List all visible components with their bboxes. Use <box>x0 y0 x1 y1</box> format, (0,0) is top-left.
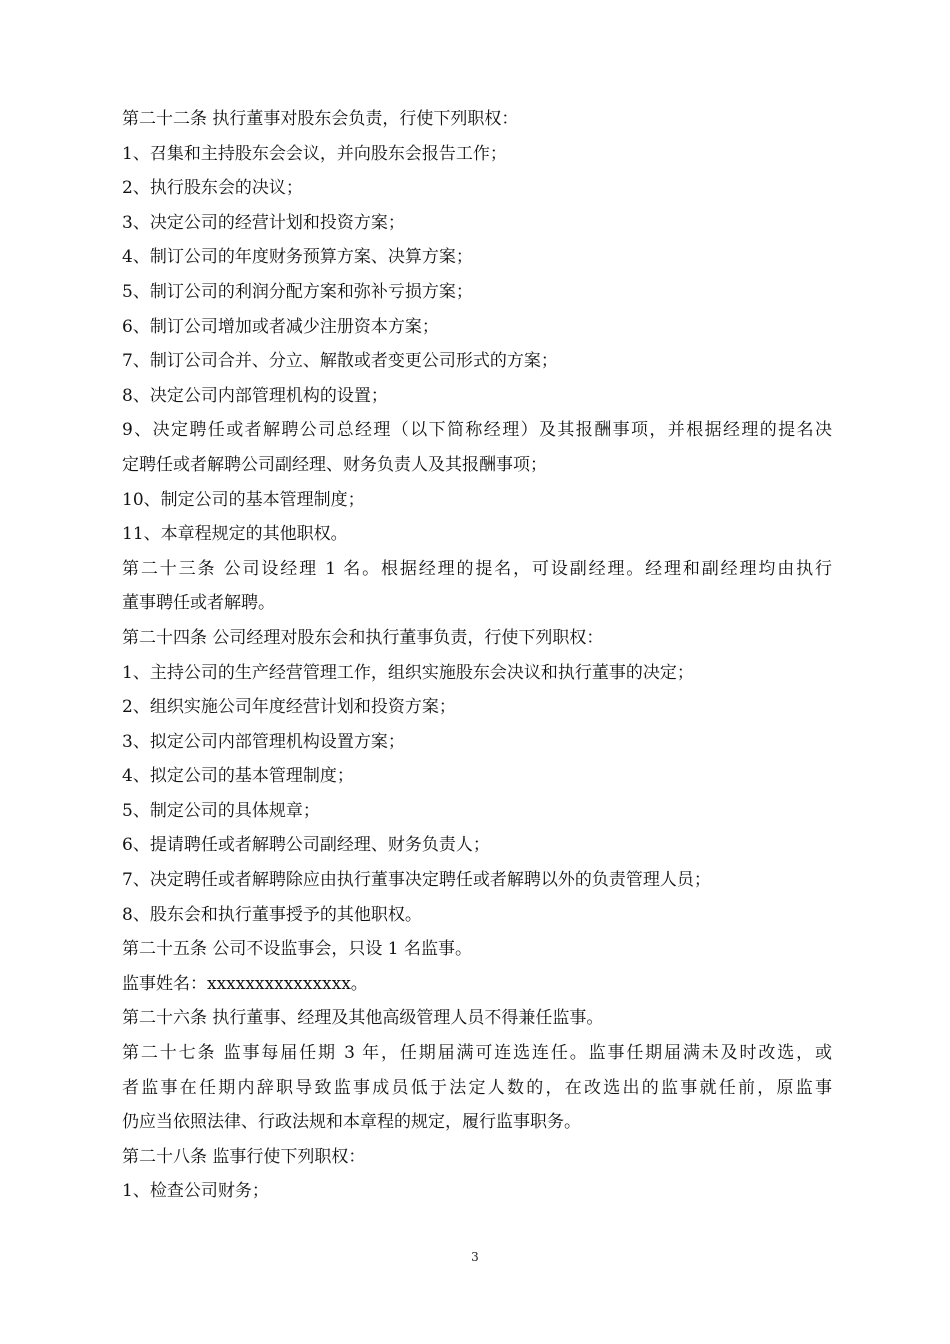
article-24-item-2: 2、组织实施公司年度经营计划和投资方案； <box>122 697 456 718</box>
article-22-item-4: 4、制订公司的年度财务预算方案、决算方案； <box>122 247 473 268</box>
article-22-item-9-line-1: 9、决定聘任或者解聘公司总经理（以下简称经理）及其报酬事项，并根据经理的提名决 <box>122 420 832 441</box>
article-24-item-6: 6、提请聘任或者解聘公司副经理、财务负责人； <box>122 835 490 856</box>
article-22-item-7: 7、制订公司合并、分立、解散或者变更公司形式的方案； <box>122 351 558 372</box>
article-24-item-4: 4、拟定公司的基本管理制度； <box>122 766 354 787</box>
article-24-item-5: 5、制定公司的具体规章； <box>122 800 320 821</box>
page-number: 3 <box>471 1250 479 1264</box>
article-22-item-3: 3、决定公司的经营计划和投资方案； <box>122 212 405 233</box>
article-22-item-5: 5、制订公司的利润分配方案和弥补亏损方案； <box>122 281 473 302</box>
article-27-line-1: 第二十七条 监事每届任期 3 年，任期届满可连选连任。监事任期届满未及时改选，或 <box>122 1043 832 1064</box>
article-22-item-9-line-2: 定聘任或者解聘公司副经理、财务负责人及其报酬事项； <box>122 454 547 475</box>
article-23-line-2: 董事聘任或者解聘。 <box>122 593 275 614</box>
article-24-item-1: 1、主持公司的生产经营管理工作，组织实施股东会决议和执行董事的决定； <box>122 662 694 683</box>
article-22-item-6: 6、制订公司增加或者减少注册资本方案； <box>122 316 439 337</box>
article-26: 第二十六条 执行董事、经理及其他高级管理人员不得兼任监事。 <box>122 1008 604 1029</box>
article-22-heading: 第二十二条 执行董事对股东会负责，行使下列职权： <box>122 109 519 129</box>
article-22-item-2: 2、执行股东会的决议； <box>122 178 303 199</box>
article-22-item-8: 8、决定公司内部管理机构的设置； <box>122 385 388 406</box>
article-24-item-7: 7、决定聘任或者解聘除应由执行董事决定聘任或者解聘以外的负责管理人员； <box>122 870 711 891</box>
article-24-item-8: 8、股东会和执行董事授予的其他职权。 <box>122 904 422 925</box>
article-24-heading: 第二十四条 公司经理对股东会和执行董事负责，行使下列职权： <box>122 627 604 648</box>
article-22-item-11: 11、本章程规定的其他职权。 <box>122 524 348 545</box>
article-23-line-1: 第二十三条 公司设经理 1 名。根据经理的提名，可设副经理。经理和副经理均由执行 <box>122 558 832 579</box>
article-22-item-1: 1、召集和主持股东会会议，并向股东会报告工作； <box>122 143 507 164</box>
article-27-line-3: 仍应当依照法律、行政法规和本章程的规定，履行监事职务。 <box>122 1112 581 1133</box>
article-24-item-3: 3、拟定公司内部管理机构设置方案； <box>122 731 405 752</box>
article-28-heading: 第二十八条 监事行使下列职权： <box>122 1146 366 1167</box>
article-28-item-1: 1、检查公司财务； <box>122 1181 269 1202</box>
article-25: 第二十五条 公司不设监事会，只设 1 名监事。 <box>122 939 473 960</box>
article-22-item-10: 10、制定公司的基本管理制度； <box>122 489 365 510</box>
document-body <box>122 102 832 1209</box>
article-27-line-2: 者监事在任期内辞职导致监事成员低于法定人数的，在改选出的监事就任前，原监事 <box>122 1077 832 1098</box>
supervisor-name: 监事姓名：xxxxxxxxxxxxxxx。 <box>122 973 368 994</box>
